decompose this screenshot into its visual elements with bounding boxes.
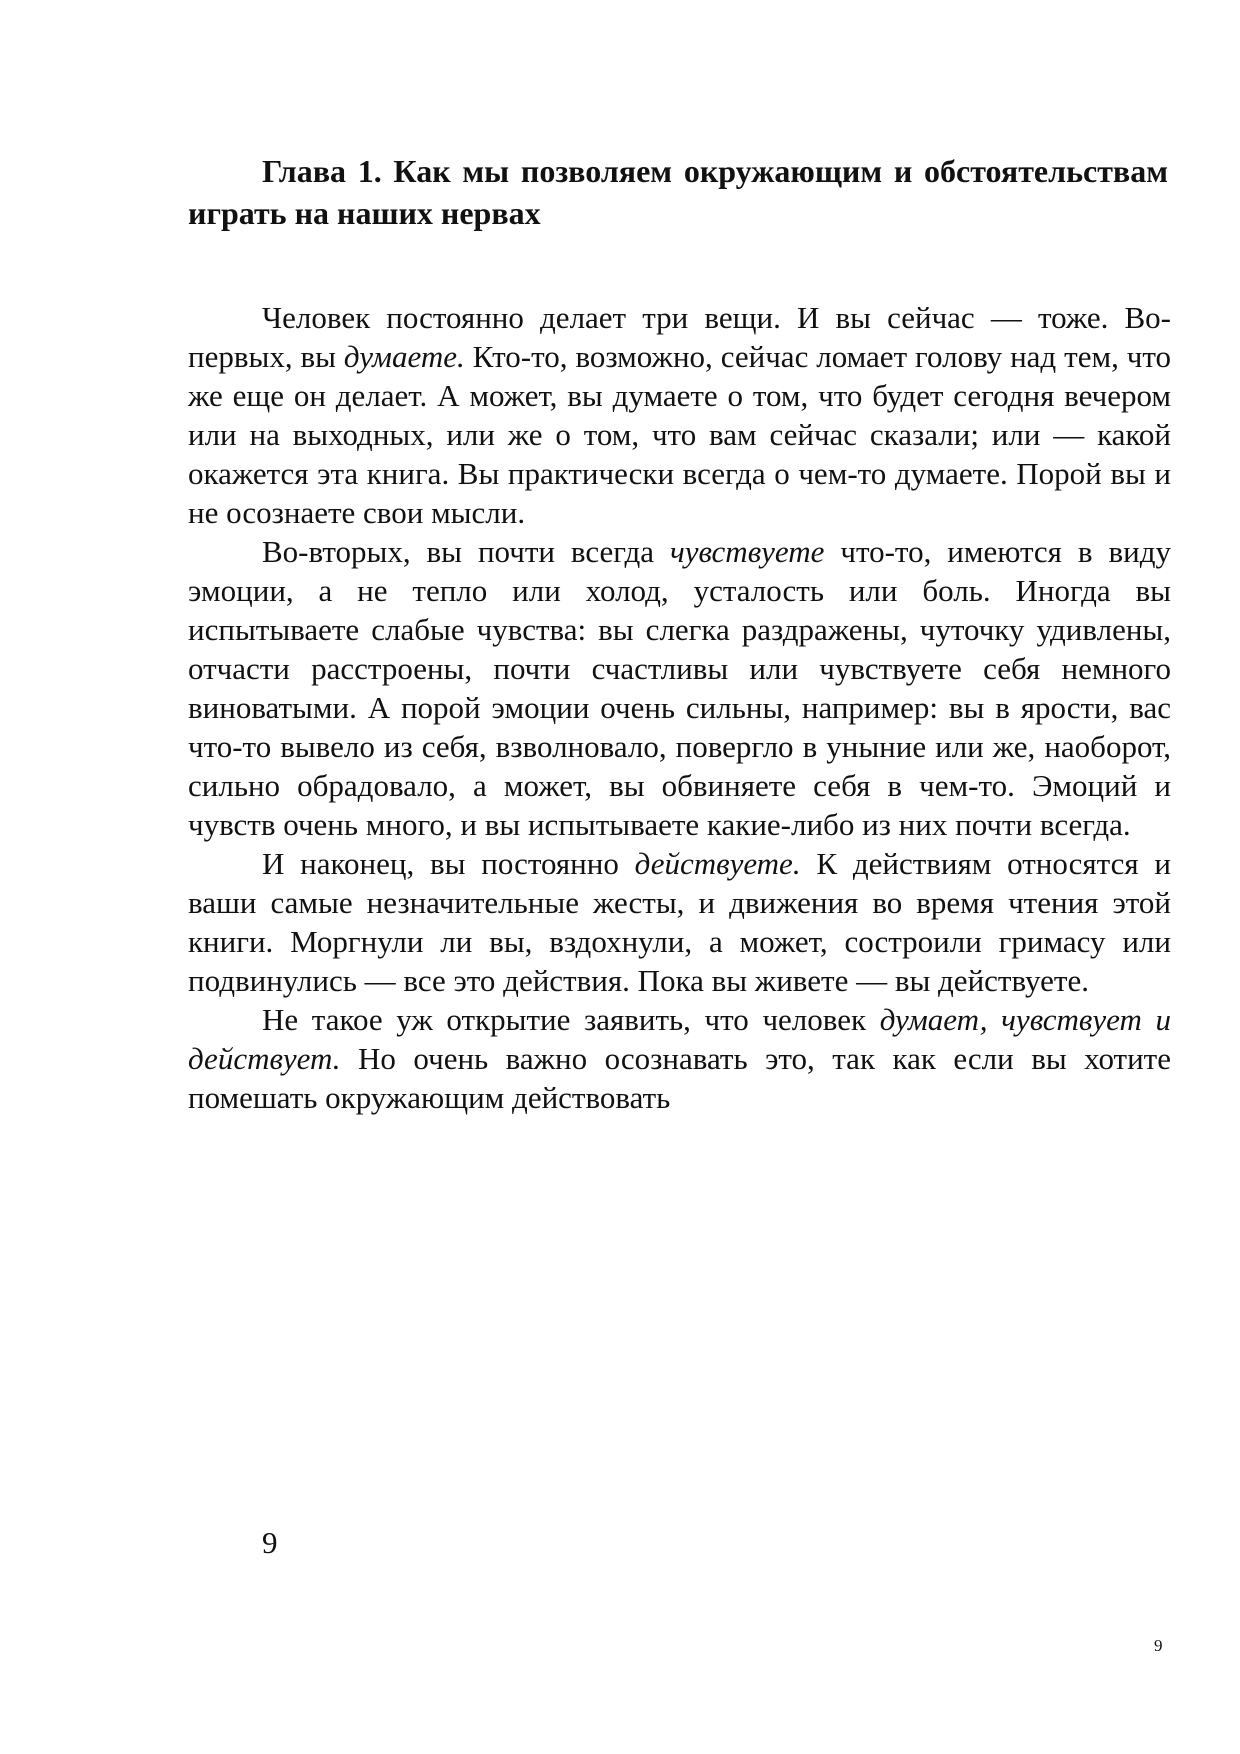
- paragraph-1-text-a: Человек постоянно делает три вещи. И вы сейчас — тоже. Во-первых, вы: [188, 300, 1171, 374]
- chapter-title: Глава 1. Как мы позволяем окружающим и обстоятельствам играть на наших нервах: [188, 153, 1168, 231]
- paragraph-2-text-a: Во-вторых, вы почти всегда: [262, 534, 670, 569]
- paragraph-2-text-b: что-то, имеются в виду эмоции, а не тепло или холод, усталость или боль. Иногда вы испытываете слабые чувства: вы слегка раздражены, чуточку удивлены, отчасти расстроены, почти счастливы или чувствуете себя немного виноватыми. А порой эмоции очень сильны, например: вы в ярости, вас что-то вывело из себя, взволновало, повергло в уныние или же, наоборот, сильно обрадовало, а может, вы обвиняете себя в чем-то. Эмоций и чувств очень много, и вы испытываете какие-либо из них почти всегда.: [188, 534, 1171, 842]
- paragraph-4-text-b: Но очень важно осознавать это, так как если вы хотите помешать окружающим действовать: [188, 1041, 1171, 1115]
- page-number: 9: [262, 1525, 278, 1560]
- paragraph-4-emphasis: думает, чувствует и действует.: [188, 1002, 1171, 1076]
- paragraph-1-emphasis: думаете.: [343, 339, 465, 374]
- paragraph-3-text-a: И наконец, вы постоянно: [262, 846, 635, 881]
- paragraph-3-emphasis: действуете.: [634, 846, 801, 881]
- paragraph-4: [188, 1000, 1171, 1117]
- paragraph-3: [188, 844, 1171, 1000]
- paragraph-2-emphasis: чувствуете: [669, 534, 825, 569]
- paragraph-4-text-a: Не такое уж открытие заявить, что человек: [262, 1002, 880, 1037]
- paragraph-3-text-b: К действиям относятся и ваши самые незначительные жесты, и движения во время чтения этой книги. Моргнули ли вы, вздохнули, а может, состроили гримасу или подвинулись — все это действия. Пока вы живете — вы действуете.: [188, 846, 1171, 998]
- paragraph-1-text-b: Кто-то, возможно, сейчас ломает голову над тем, что же еще он делает. А может, вы думаете о том, что будет сегодня вечером или на выходных, или же о том, что вам сейчас сказали; или — какой окажется эта книга. Вы практически всегда о чем-то думаете. Порой вы и не осознаете свои мысли.: [188, 339, 1171, 530]
- paragraph-1: [188, 298, 1171, 532]
- body-text: [188, 298, 1171, 1117]
- scan-page-number: 9: [1154, 1636, 1163, 1655]
- paragraph-2: [188, 532, 1171, 844]
